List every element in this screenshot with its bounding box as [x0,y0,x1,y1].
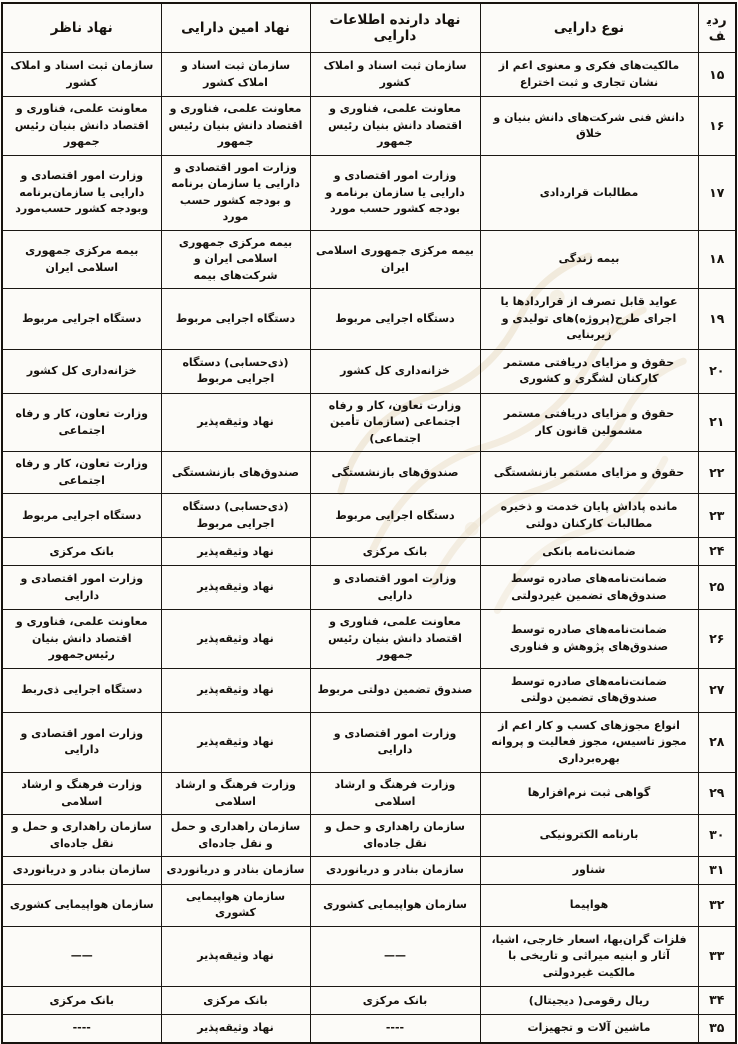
cell-row-number: ۱۹ [698,289,736,350]
table-row [2,987,736,1015]
cell-supervisor: وزارت امور اقتصادی و دارایی یا سازمان‌برنامه وبودجه کشور حسب‌مورد [2,155,161,230]
cell-trustee: نهاد وثیقه‌پذیر [161,538,310,566]
cell-asset-type: حقوق و مزایای مستمر بازنشستگی [480,452,698,494]
cell-asset-type: حقوق و مزایای دریافتی مستمر کارکنان لشگری و کشوری [480,349,698,393]
table-row [2,97,736,156]
cell-supervisor: خزانه‌داری کل کشور [2,349,161,393]
col-header-trustee: نهاد امین دارایی [161,3,310,53]
table-row [2,1015,736,1043]
cell-trustee: نهاد وثیقه‌پذیر [161,926,310,987]
cell-row-number: ۱۵ [698,53,736,97]
cell-asset-type: مانده پاداش پایان خدمت و ذخیره مطالبات کارکنان دولتی [480,494,698,538]
table-row [2,289,736,350]
cell-info-holder: سازمان راهداری و حمل و نقل جاده‌ای [310,815,480,857]
cell-asset-type: شناور [480,857,698,885]
cell-asset-type: فلزات گران‌بها، اسعار خارجی، اشیا، آثار و ابنیه میراثی و تاریخی با مالکیت غیردولتی [480,926,698,987]
cell-supervisor: سازمان راهداری و حمل و نقل جاده‌ای [2,815,161,857]
table-row [2,452,736,494]
cell-row-number: ۳۲ [698,884,736,926]
cell-supervisor: بانک مرکزی [2,538,161,566]
cell-supervisor: —— [2,926,161,987]
cell-info-holder: بیمه مرکزی جمهوری اسلامی ایران [310,230,480,289]
cell-row-number: ۲۵ [698,566,736,610]
cell-info-holder: وزارت امور اقتصادی و دارایی یا سازمان برنامه و بودجه کشور حسب مورد [310,155,480,230]
cell-asset-type: دانش فنی شرکت‌های دانش بنیان و خلاق [480,97,698,156]
table-row [2,857,736,885]
cell-trustee: نهاد وثیقه‌پذیر [161,566,310,610]
cell-supervisor: وزارت فرهنگ و ارشاد اسلامی [2,773,161,815]
asset-registry-table [1,2,737,1044]
header-row [2,3,736,53]
cell-row-number: ۲۶ [698,610,736,669]
cell-trustee: وزارت امور اقتصادی و دارایی یا سازمان برنامه و بودجه کشور حسب مورد [161,155,310,230]
cell-info-holder: سازمان ثبت اسناد و املاک کشور [310,53,480,97]
cell-info-holder: صندوق‌های بازنشستگی [310,452,480,494]
cell-supervisor: وزارت امور اقتصادی و دارایی [2,712,161,773]
cell-info-holder: وزارت تعاون، کار و رفاه اجتماعی (سازمان تأمین اجتماعی) [310,393,480,452]
cell-trustee: دستگاه اجرایی مربوط [161,289,310,350]
cell-info-holder: وزارت فرهنگ و ارشاد اسلامی [310,773,480,815]
cell-row-number: ۳۰ [698,815,736,857]
cell-supervisor: بیمه مرکزی جمهوری اسلامی ایران [2,230,161,289]
cell-asset-type: مطالبات قراردادی [480,155,698,230]
cell-row-number: ۲۳ [698,494,736,538]
table-row [2,610,736,669]
table-row [2,668,736,712]
cell-row-number: ۱۷ [698,155,736,230]
cell-asset-type: ماشین آلات و تجهیزات [480,1015,698,1043]
cell-row-number: ۲۷ [698,668,736,712]
table-row [2,53,736,97]
cell-asset-type: انواع مجوزهای کسب و کار اعم از مجوز تاسیس، مجوز فعالیت و پروانه بهره‌برداری [480,712,698,773]
cell-info-holder: خزانه‌داری کل کشور [310,349,480,393]
cell-info-holder: معاونت علمی، فناوری و اقتصاد دانش بنیان رئیس جمهور [310,97,480,156]
cell-trustee: نهاد وثیقه‌پذیر [161,610,310,669]
cell-supervisor: سازمان هواپیمایی کشوری [2,884,161,926]
cell-trustee: نهاد وثیقه‌پذیر [161,393,310,452]
cell-supervisor: معاونت علمی، فناوری و اقتصاد دانش بنیان رئیس جمهور [2,97,161,156]
cell-info-holder: دستگاه اجرایی مربوط [310,494,480,538]
cell-asset-type: بیمه زندگی [480,230,698,289]
table-row [2,773,736,815]
cell-supervisor: وزارت تعاون، کار و رفاه اجتماعی [2,452,161,494]
table-row [2,566,736,610]
cell-row-number: ۳۴ [698,987,736,1015]
cell-row-number: ۲۲ [698,452,736,494]
cell-row-number: ۱۸ [698,230,736,289]
table-row [2,393,736,452]
cell-supervisor: سازمان بنادر و دریانوردی [2,857,161,885]
table-body [2,53,736,1043]
cell-row-number: ۳۵ [698,1015,736,1043]
table-row [2,349,736,393]
cell-row-number: ۲۱ [698,393,736,452]
cell-asset-type: گواهی ثبت نرم‌افزارها [480,773,698,815]
cell-asset-type: هواپیما [480,884,698,926]
col-header-row-number: ردیف [698,3,736,53]
cell-row-number: ۲۹ [698,773,736,815]
col-header-info-holder: نهاد دارنده اطلاعات دارایی [310,3,480,53]
cell-trustee: سازمان راهداری و حمل و نقل جاده‌ای [161,815,310,857]
cell-trustee: (ذی‌حسابی) دستگاه اجرایی مربوط [161,494,310,538]
cell-supervisor: دستگاه اجرایی ذی‌ربط [2,668,161,712]
cell-info-holder: بانک مرکزی [310,538,480,566]
cell-trustee: سازمان ثبت اسناد و املاک کشور [161,53,310,97]
cell-supervisor: ---- [2,1015,161,1043]
cell-info-holder: دستگاه اجرایی مربوط [310,289,480,350]
table-row [2,494,736,538]
cell-trustee: وزارت فرهنگ و ارشاد اسلامی [161,773,310,815]
cell-row-number: ۳۳ [698,926,736,987]
cell-asset-type: ضمانت‌نامه‌های صادره توسط صندوق‌های پژوهش و فناوری [480,610,698,669]
cell-info-holder: بانک مرکزی [310,987,480,1015]
cell-asset-type: ضمانت‌نامه بانکی [480,538,698,566]
cell-trustee: نهاد وثیقه‌پذیر [161,712,310,773]
table-row [2,538,736,566]
scanned-page [0,2,738,1036]
cell-info-holder: صندوق تضمین دولتی مربوط [310,668,480,712]
table-row [2,926,736,987]
table-row [2,884,736,926]
cell-trustee: سازمان بنادر و دریانوردی [161,857,310,885]
table-row [2,230,736,289]
cell-row-number: ۲۸ [698,712,736,773]
cell-supervisor: معاونت علمی، فناوری و اقتصاد دانش بنیان رئیس‌جمهور [2,610,161,669]
cell-supervisor: سازمان ثبت اسناد و املاک کشور [2,53,161,97]
cell-asset-type: ضمانت‌نامه‌های صادره توسط صندوق‌های تضمین غیردولتی [480,566,698,610]
cell-asset-type: حقوق و مزایای دریافتی مستمر مشمولین قانون کار [480,393,698,452]
cell-info-holder: ---- [310,1015,480,1043]
cell-supervisor: بانک مرکزی [2,987,161,1015]
cell-supervisor: وزارت امور اقتصادی و دارایی [2,566,161,610]
cell-trustee: بانک مرکزی [161,987,310,1015]
cell-trustee: (ذی‌حسابی) دستگاه اجرایی مربوط [161,349,310,393]
cell-row-number: ۲۴ [698,538,736,566]
table-row [2,155,736,230]
cell-info-holder: —— [310,926,480,987]
cell-asset-type: عواید قابل تصرف از قراردادها یا اجرای طرح(پروژه)های تولیدی و زیربنایی [480,289,698,350]
cell-row-number: ۱۶ [698,97,736,156]
cell-supervisor: وزارت تعاون، کار و رفاه اجتماعی [2,393,161,452]
cell-asset-type: ریال رقومی( دیجیتال) [480,987,698,1015]
table-row [2,815,736,857]
cell-info-holder: سازمان بنادر و دریانوردی [310,857,480,885]
cell-asset-type: مالکیت‌های فکری و معنوی اعم از نشان تجاری و ثبت اختراع [480,53,698,97]
cell-supervisor: دستگاه اجرایی مربوط [2,494,161,538]
cell-info-holder: سازمان هواپیمایی کشوری [310,884,480,926]
cell-info-holder: وزارت امور اقتصادی و دارایی [310,566,480,610]
cell-row-number: ۲۰ [698,349,736,393]
cell-supervisor: دستگاه اجرایی مربوط [2,289,161,350]
col-header-supervisor: نهاد ناظر [2,3,161,53]
table-row [2,712,736,773]
cell-asset-type: ضمانت‌نامه‌های صادره توسط صندوق‌های تضمین دولتی [480,668,698,712]
cell-info-holder: معاونت علمی، فناوری و اقتصاد دانش بنیان رئیس جمهور [310,610,480,669]
cell-trustee: نهاد وثیقه‌پذیر [161,1015,310,1043]
cell-info-holder: وزارت امور اقتصادی و دارایی [310,712,480,773]
cell-asset-type: بارنامه الکترونیکی [480,815,698,857]
cell-trustee: بیمه مرکزی جمهوری اسلامی ایران و شرکت‌های بیمه [161,230,310,289]
cell-trustee: سازمان هواپیمایی کشوری [161,884,310,926]
cell-trustee: نهاد وثیقه‌پذیر [161,668,310,712]
col-header-asset-type: نوع دارایی [480,3,698,53]
cell-row-number: ۳۱ [698,857,736,885]
cell-trustee: معاونت علمی، فناوری و اقتصاد دانش بنیان رئیس جمهور [161,97,310,156]
cell-trustee: صندوق‌های بازنشستگی [161,452,310,494]
